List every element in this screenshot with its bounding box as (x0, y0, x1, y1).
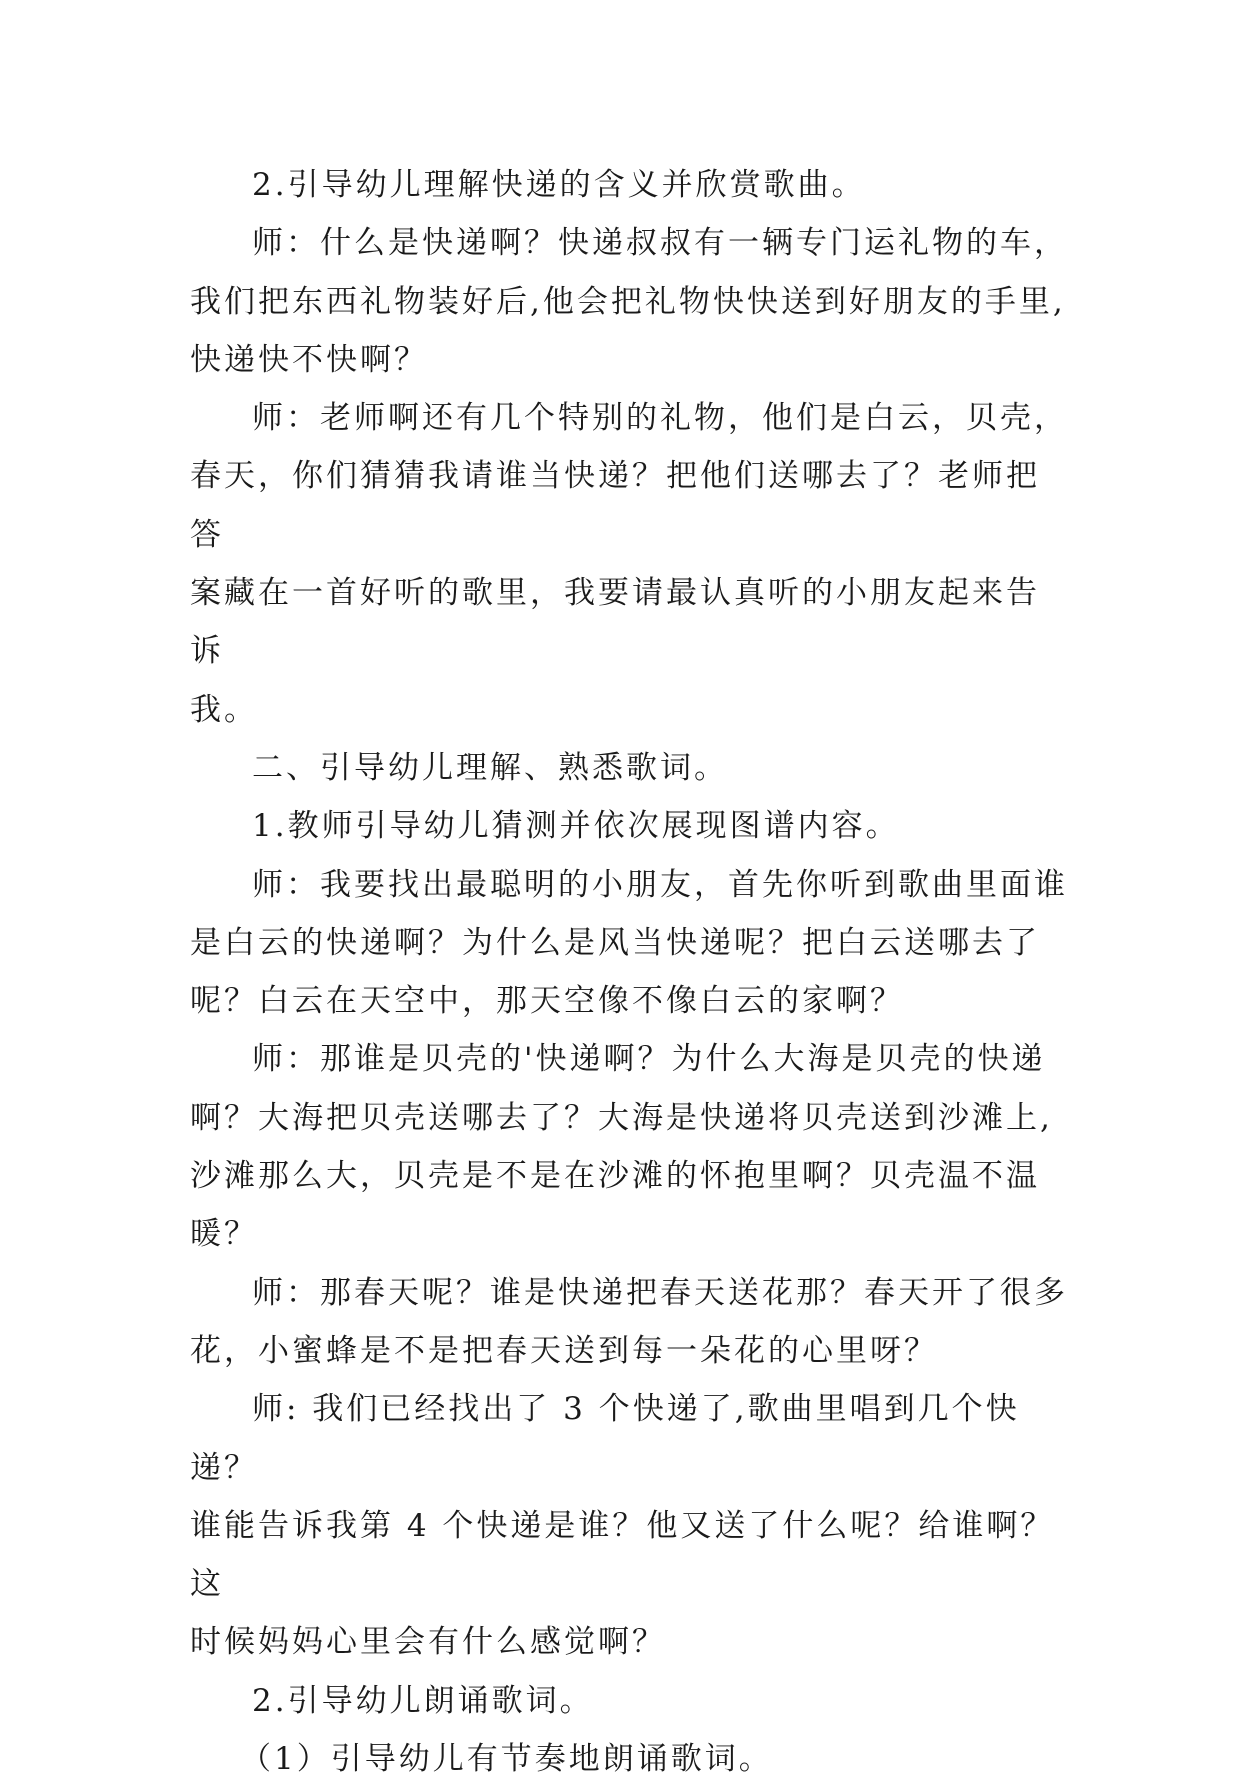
paragraph-teacher-fourth-delivery: 师: 我们已经找出了 3 个快递了,歌曲里唱到几个快递？ 谁能告诉我第 4 个快递是谁？他又送了什么呢？给谁啊？这 时候妈妈心里会有什么感觉啊？ (190, 1391, 1055, 1661)
paragraph-section-2-heading: 二、引导幼儿理解、熟悉歌词。 (252, 749, 728, 786)
paragraph-teacher-spring-delivery: 师：那春天呢？谁是快递把春天送花那？春天开了很多 花，小蜜蜂是不是把春天送到每一朵花的心里呀？ (190, 1274, 1068, 1369)
paragraph-teacher-shell-delivery: 师：那谁是贝壳的'快递啊？为什么大海是贝壳的快递 啊？大海把贝壳送哪去了？大海是快递将贝壳送到沙滩上, 沙滩那么大，贝壳是不是在沙滩的怀抱里啊？贝壳温不温 暖？ (190, 1041, 1053, 1253)
paragraph-step-2-heading: 2.引导幼儿理解快递的含义并欣赏歌曲。 (252, 167, 866, 203)
paragraph-teacher-special-gifts: 师：老师啊还有几个特别的礼物，他们是白云，贝壳， 春天，你们猜猜我请谁当快递？把他们送哪去了？老师把答 案藏在一首好听的歌里，我要请最认真听的小朋友起来告诉 我。 (190, 400, 1068, 728)
paragraph-step-1-heading: 1.教师引导幼儿猜测并依次展现图谱内容。 (252, 808, 900, 845)
paragraph-teacher-cloud-delivery: 师：我要找出最聪明的小朋友，首先你听到歌曲里面谁 是白云的快递啊？为什么是风当快递呢？把白云送哪去了 呢？白云在天空中，那天空像不像白云的家啊？ (190, 866, 1068, 1020)
paragraph-step-2-recite: 2.引导幼儿朗诵歌词。 (252, 1682, 594, 1719)
document-body (190, 156, 1070, 1788)
paragraph-substep-1-rhythm: （1）引导幼儿有节奏地朗诵歌词。 (240, 1741, 773, 1778)
paragraph-teacher-what-is-delivery: 师：什么是快递啊？快递叔叔有一辆专门运礼物的车， 我们把东西礼物装好后,他会把礼物快快送到好朋友的手里, 快递快不快啊？ (190, 225, 1068, 378)
